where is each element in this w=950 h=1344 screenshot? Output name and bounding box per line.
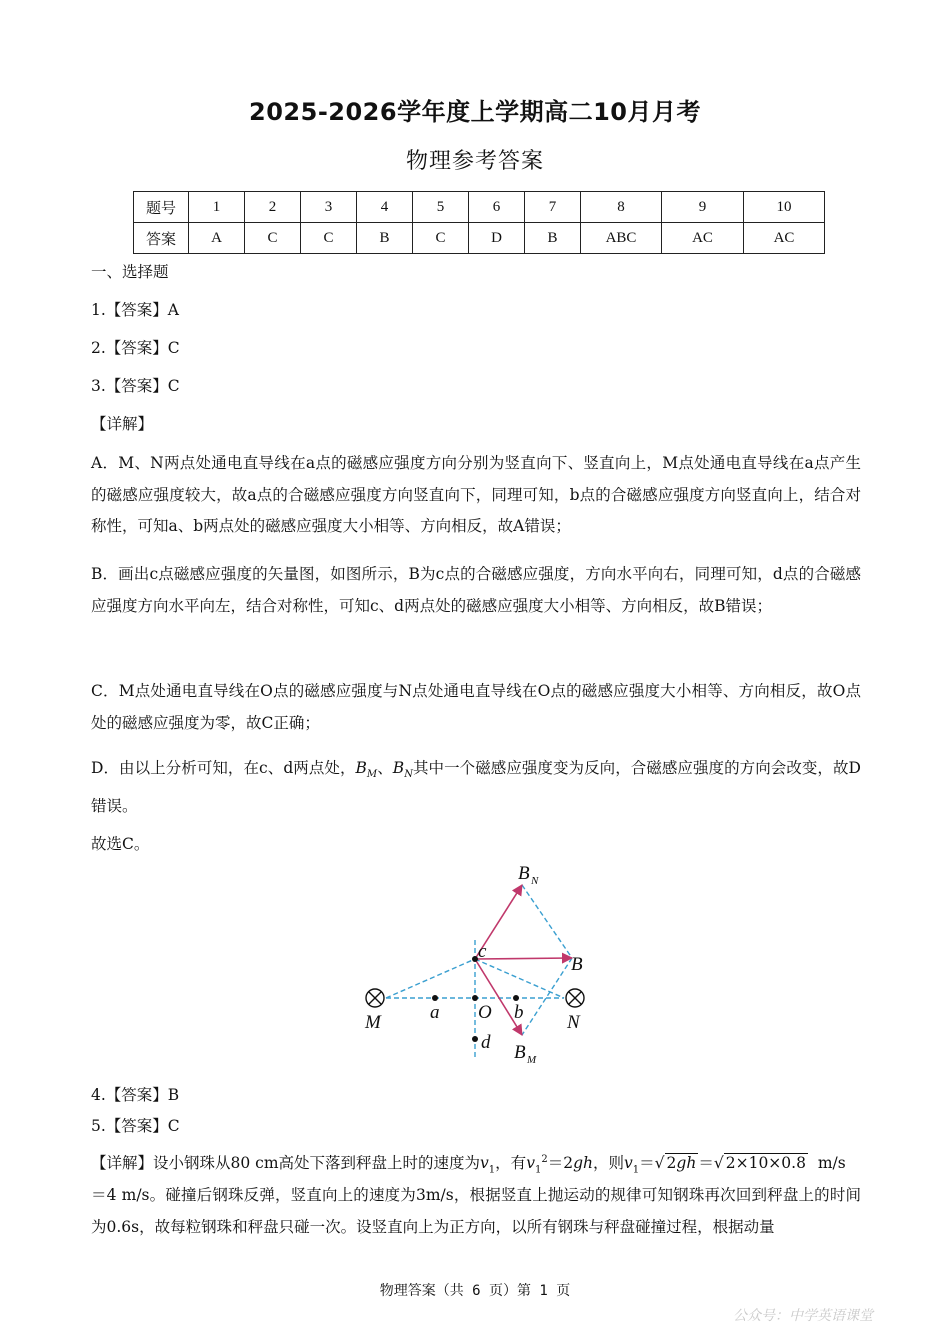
table-cell: 9 [662,192,744,223]
table-cell: 1 [189,192,245,223]
formula-text1: 【详解】设小钢珠从80 cm高处下落到秤盘上时的速度为 [91,1154,481,1173]
label-b: B [571,954,583,975]
point-o [472,995,478,1001]
magnetic-field-vector-diagram [350,855,610,1070]
symbol-v-sub: 1 [488,1164,496,1176]
table-cell: B [525,223,581,254]
table-cell: AC [662,223,744,254]
section-heading: 一、选择题 [91,263,169,281]
page-title: 2025-2026学年度上学期高二10月月考 [249,98,701,126]
symbol-square: 2 [541,1154,548,1165]
formula-text2: ，有 [495,1154,527,1173]
label-n: N [567,1012,580,1033]
table-cell: 10 [744,192,825,223]
table-cell: A [189,223,245,254]
label-bn: B [518,863,530,884]
symbol-bn-sub: N [404,769,413,781]
table-cell: C [245,223,301,254]
line-mc [386,959,475,998]
table-cell: 4 [357,192,413,223]
label-m: M [365,1012,381,1033]
label-bm: B [514,1042,526,1063]
wire-m-into-page-icon [366,989,384,1007]
symbol-gh: gh [573,1154,593,1173]
label-bn-sub: N [531,875,539,887]
arrow-b [475,958,572,959]
formula-equals: ＝ [639,1154,655,1173]
sqrt-numeric: 2×10×0.8 [725,1154,806,1173]
answer-table-row-numbers [134,192,825,223]
symbol-bn: B [392,759,405,777]
label-c: c [478,941,487,962]
answer-q4: 4.【答案】B [91,1086,180,1104]
table-cell: C [301,223,357,254]
symbol-v-sub: 1 [632,1164,640,1176]
explanation-d-text2: 其中一个磁感应强度变为反向，合磁感应强度的方向会改变，故D错误。 [91,759,861,815]
table-cell: ABC [581,223,662,254]
formula-equals: ＝ [698,1154,714,1173]
detail-label: 【详解】 [91,415,154,433]
symbol-separator: 、 [377,759,393,777]
label-point-b: b [514,1002,524,1023]
table-cell: 2 [245,192,301,223]
answer-q3: 3.【答案】C [91,377,180,395]
answer-q1: 1.【答案】A [91,301,179,319]
symbol-bm-sub: M [366,769,378,781]
table-cell: D [469,223,525,254]
explanation-q5-formula-line: 【详解】设小钢珠从80 cm高处下落到秤盘上时的速度为$v_1$，有$v_1^2=2gh$，则$v_1=√$ 2gh ＝√ 2×10×0.8 m/s [91,1154,846,1176]
explanation-d [91,753,861,822]
explanation-d-text1: D．由以上分析可知，在c、d两点处， [91,759,356,777]
table-cell: 6 [469,192,525,223]
point-b [513,995,519,1001]
point-a [432,995,438,1001]
symbol-v-sub: 1 [534,1164,542,1176]
explanation-b: B．画出c点磁感应强度的矢量图，如图所示，B为c点的合磁感应强度，方向水平向右，同理可知，d点的合磁感应强度方向水平向左，结合对称性，可知c、d两点处的磁感应强度大小相等、方向相反，故B错误； [91,565,861,615]
label-o: O [478,1002,492,1023]
table-cell: 7 [525,192,581,223]
formula-unit: m/s [817,1154,846,1173]
formula-text3: ＝2 [547,1154,574,1173]
line-bn-b [522,885,572,958]
explanation-q5-para: ＝4 m/s。碰撞后钢珠反弹，竖直向上的速度为3m/s，根据竖直上抛运动的规律可知钢珠再次回到秤盘上的时间为0.6s，故每粒钢珠和秤盘只碰一次。设竖直向上为正方向，以所有钢珠与秤盘碰撞过程，根据动量 [91,1186,861,1236]
label-d: d [481,1032,491,1053]
explanation-c: C．M点处通电直导线在O点的磁感应强度与N点处通电直导线在O点的磁感应强度大小相等、方向相反，故O点处的磁感应强度为零，故C正确； [91,682,861,732]
conclusion: 故选C。 [91,835,150,853]
answer-q5: 5.【答案】C [91,1117,180,1135]
symbol-gh: gh [676,1154,697,1173]
answer-table [133,191,825,254]
answer-q2: 2.【答案】C [91,339,180,357]
page-subtitle: 物理参考答案 [405,149,544,174]
point-d [472,1036,478,1042]
answer-table-row-answers [134,223,825,254]
symbol-bm: B [355,759,367,777]
sqrt-coef: 2 [666,1154,677,1173]
symbol-v: v [624,1154,633,1173]
table-cell: 3 [301,192,357,223]
table-cell: 5 [413,192,469,223]
watermark: 公众号：中学英语课堂 [733,1308,873,1324]
formula-text4: ，则 [592,1154,624,1173]
line-b-bm [522,958,572,1035]
table-row-label: 题号 [134,192,189,223]
sqrt-2gh [665,1153,699,1172]
symbol-v: v [526,1154,535,1173]
table-row-label: 答案 [134,223,189,254]
label-a: a [430,1002,440,1023]
page-footer: 物理答案（共 6 页）第 1 页 [379,1283,571,1299]
symbol-v: v [480,1154,489,1173]
explanation-a: A．M、N两点处通电直导线在a点的磁感应强度方向分别为竖直向下、竖直向上，M点处通电直导线在a点产生的磁感应强度较大，故a点的合磁感应强度方向竖直向下，同理可知，b点的合磁感应强度方向竖直向上，结合对称性，可知a、b两点处的磁感应强度大小相等、方向相反，故A错误； [91,454,861,535]
table-cell: B [357,223,413,254]
table-cell: 8 [581,192,662,223]
wire-n-into-page-icon [566,989,584,1007]
table-cell: AC [744,223,825,254]
label-bm-sub: M [527,1054,537,1066]
table-cell: C [413,223,469,254]
